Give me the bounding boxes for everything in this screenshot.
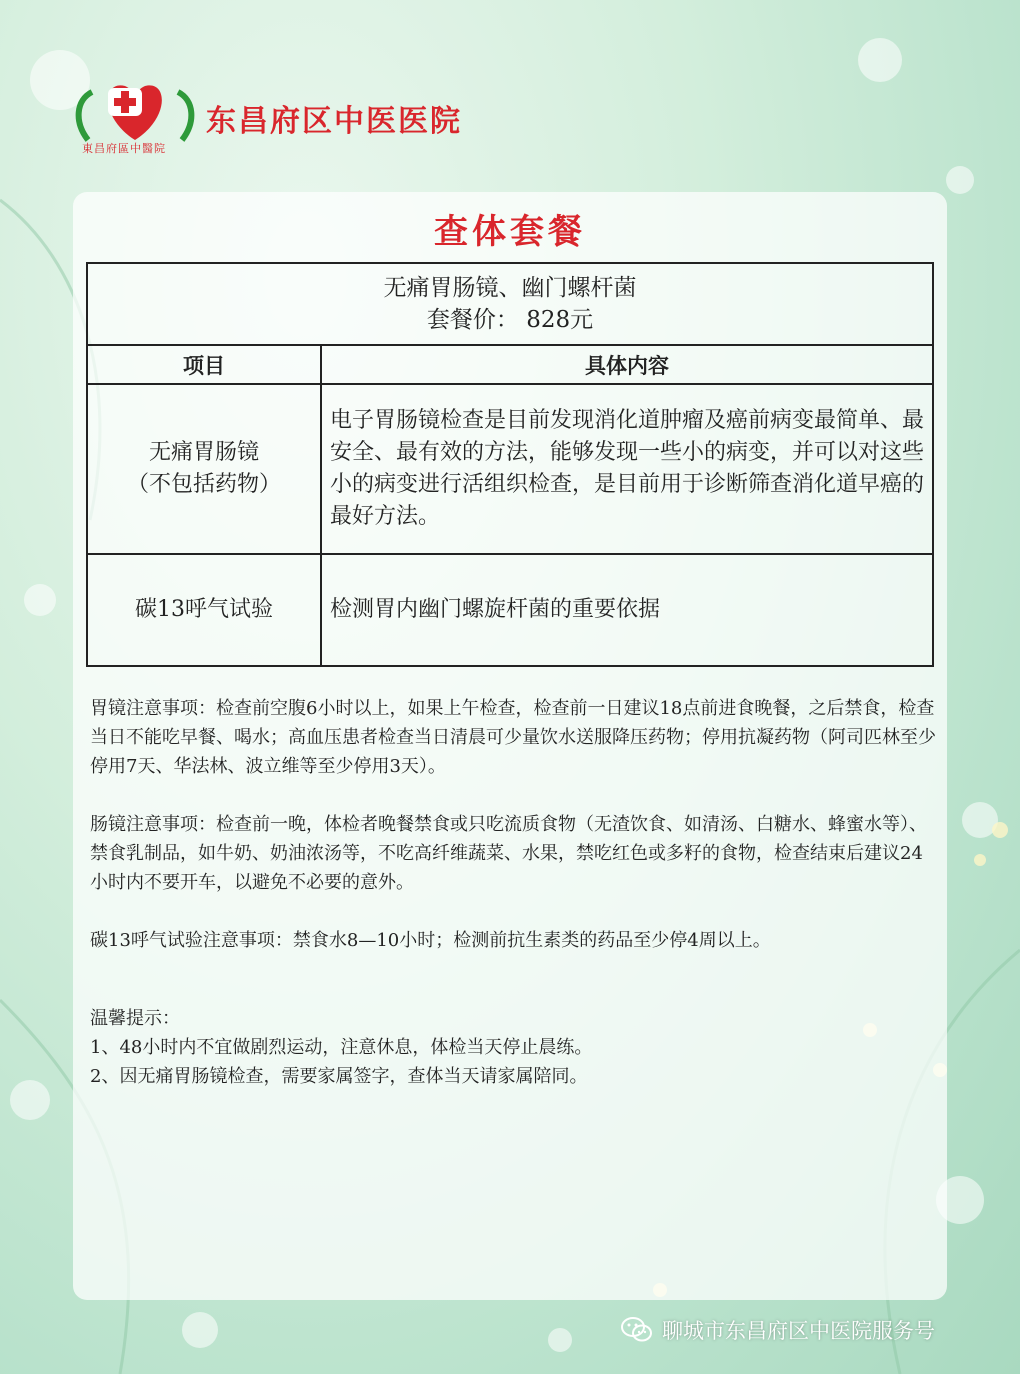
breath-test-notes: 碳13呼气试验注意事项：禁食水8—10小时；检测前抗生素类的药品至少停4周以上。 [90,930,771,951]
panel-title: 查体套餐 [434,212,586,252]
item-name: 无痛胃肠镜 [148,440,259,465]
table-row [87,554,933,666]
hospital-header [70,70,530,170]
item-cell [87,554,321,666]
notes-section [90,694,936,1091]
hospital-name: 东昌府区中医医院 [206,104,462,139]
column-header-item: 项目 [87,345,321,384]
gastroscope-notes: 胃镜注意事项：检查前空腹6小时以上，如果上午检查，检查前一日建议18点前进食晚餐，之后禁食，检查当日不能吃早餐、喝水；高血压患者检查当日清晨可少量饮水送服降压药物；停用抗凝药物（阿司匹林至少停用7天、华法林、波立维等至少停用3天）。 [90,698,936,777]
tip-item: 1、48小时内不宜做剧烈运动，注意休息，体检当天停止晨练。 [90,1037,593,1058]
table-row [87,384,933,554]
colonoscope-notes: 肠镜注意事项：检查前一晚，体检者晚餐禁食或只吃流质食物（无渣饮食、如清汤、白糖水、蜂蜜水等）、禁食乳制品，如牛奶、奶油浓汤等，不吃高纤维蔬菜、水果，禁吃红色或多籽的食物，检查结束后建议24小时内不要开车，以避免不必要的意外。 [90,814,927,893]
tips-title: 温馨提示： [90,1008,180,1029]
tip-item: 2、因无痛胃肠镜检查，需要家属签字，查体当天请家属陪同。 [90,1066,588,1087]
content-panel [73,192,947,1300]
item-name: 碳13呼气试验 [135,597,273,622]
footer-account: 聊城市东昌府区中医院服务号 [662,1319,935,1343]
package-table [86,262,934,667]
column-header-detail: 具体内容 [321,345,933,384]
logo-subtext: 東昌府區中醫院 [82,142,166,155]
detail-cell: 电子胃肠镜检查是目前发现消化道肿瘤及癌前病变最简单、最安全、最有效的方法，能够发现一些小的病变，并可以对这些小的病变进行活组织检查，是目前用于诊断筛查消化道早癌的最好方法。 [321,384,933,554]
item-note: （不包括药物） [126,472,281,497]
package-name: 无痛胃肠镜、幽门螺杆菌 [383,275,637,301]
detail-cell: 检测胃内幽门螺旋杆菌的重要依据 [321,554,933,666]
package-price: 套餐价： 828元 [426,307,594,333]
footer-watermark [620,1312,935,1348]
package-header [87,263,933,345]
wechat-icon [620,1315,654,1345]
item-cell [87,384,321,554]
